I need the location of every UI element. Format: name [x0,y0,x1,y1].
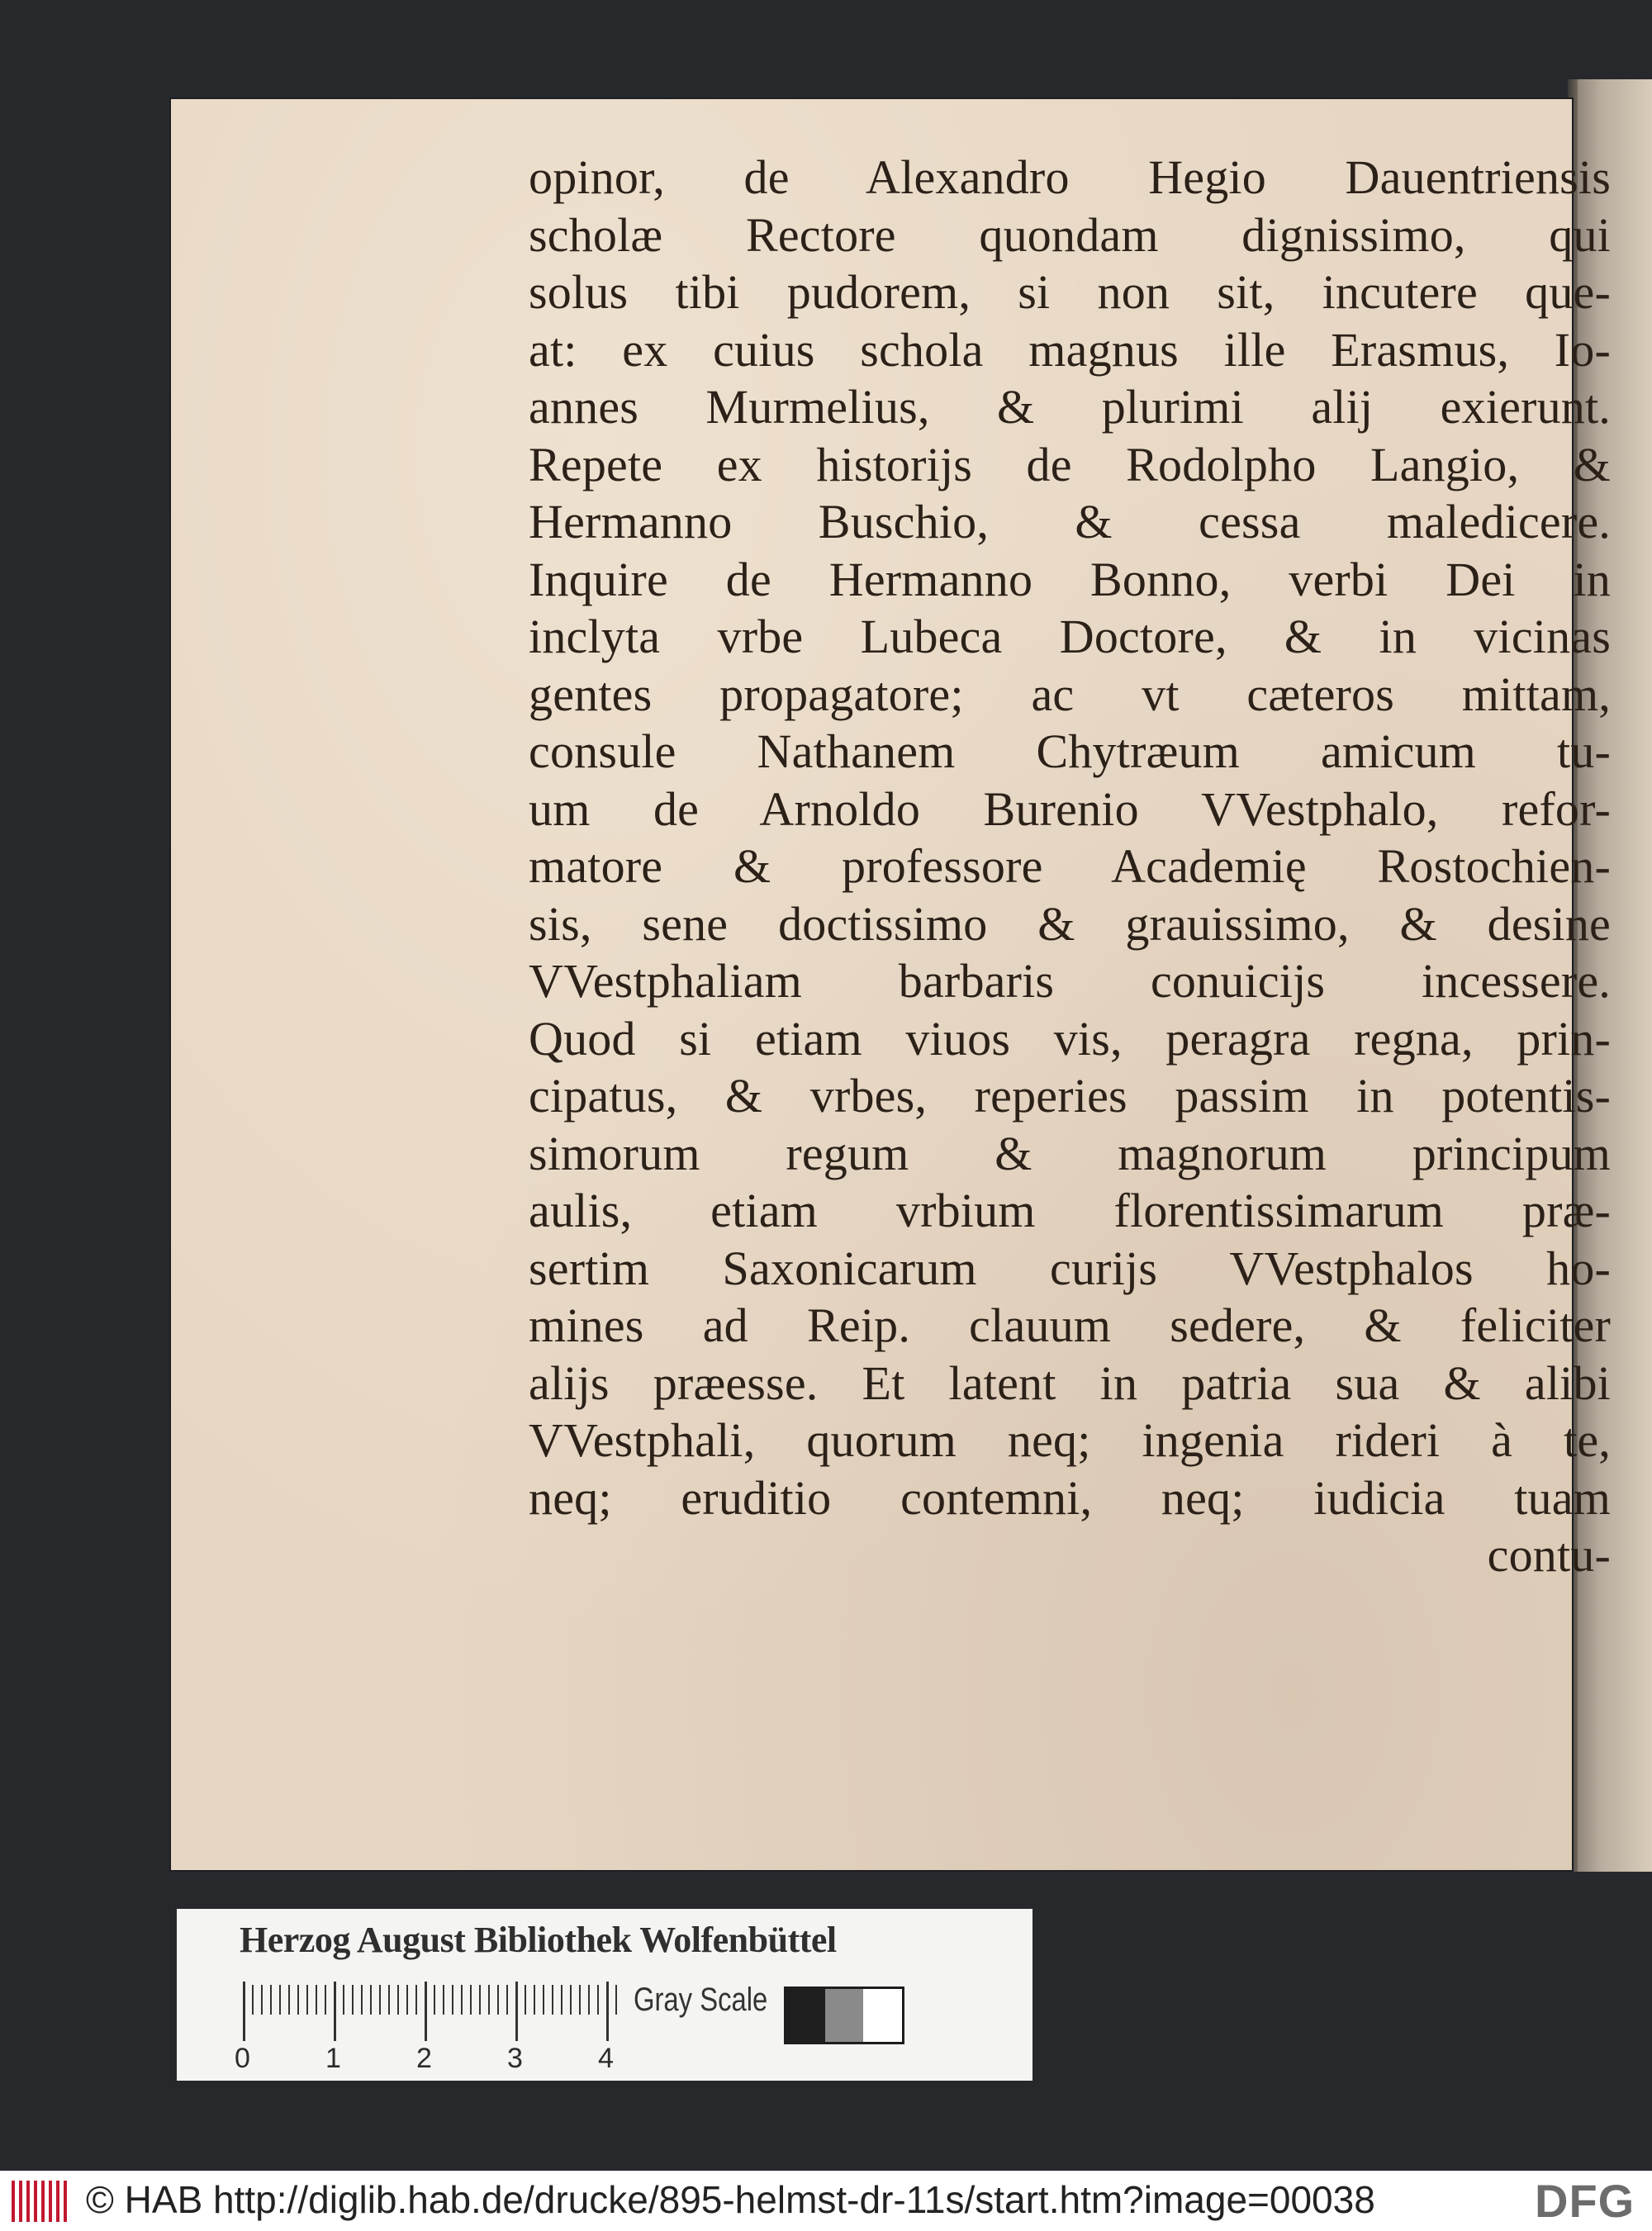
text-line: inclyta vrbe Lubeca Doctore, & in vicinas [529,610,1611,663]
text-line: cipatus, & vrbes, reperies passim in potentis- [529,1069,1611,1123]
gray-scale-label: Gray Scale [634,1982,768,2018]
text-line: opinor, de Alexandro Hegio Dauentriensis [529,150,1611,204]
text-line: um de Arnoldo Burenio VVestphalo, refor- [529,781,1611,836]
barcode-icon [12,2181,69,2222]
text-line: mines ad Reip. clauum sedere, & feliciter [529,1298,1611,1352]
color-scale-card [177,1909,1032,2081]
text-line: neq; eruditio contemni, neq; iudicia tuam [529,1470,1611,1525]
footer-bar [0,2171,1652,2231]
text-line: matore & professore Academię Rostochien- [529,839,1611,893]
ruler-major-tick [243,1982,245,2041]
ruler-major-ticks [243,1982,631,2041]
text-line: annes Murmelius, & plurimi alij exierunt. [529,380,1611,434]
text-line: VVestphali, quorum neq; ingenia rideri à te, [529,1413,1611,1467]
ruler-major-tick [425,1982,427,2041]
text-line: Repete ex historijs de Rodolpho Langio, & [529,437,1611,491]
gray-swatch [825,1989,864,2042]
ruler-number: 4 [598,2043,614,2074]
ruler-number: 1 [325,2043,341,2074]
text-line: Inquire de Hermanno Bonno, verbi Dei in [529,552,1611,606]
library-name: Herzog August Bibliothek Wolfenbüttel [240,1920,837,1960]
text-line: consule Nathanem Chytræum amicum tu- [529,724,1611,778]
text-line: at: ex cuius schola magnus ille Erasmus, Io- [529,322,1611,377]
text-line: aulis, etiam vrbium florentissimarum præ- [529,1184,1611,1237]
page-text-block [529,149,1611,1584]
text-line: sertim Saxonicarum curijs VVestphalos ho- [529,1241,1611,1295]
ruler-number: 3 [507,2043,523,2074]
catchword: contu- [1487,1528,1611,1582]
book-page [169,97,1611,1872]
ruler-major-tick [606,1982,609,2041]
ruler-number: 0 [235,2043,250,2074]
gray-swatch [786,1989,825,2042]
text-line: simorum regum & magnorum principum [529,1126,1611,1180]
text-line: Hermanno Buschio, & cessa maledicere. [529,495,1611,548]
text-line: alijs præesse. Et latent in patria sua & alibi [529,1355,1611,1410]
text-line: sis, sene doctissimo & grauissimo, & desine [529,896,1611,951]
dfg-logo: DFG [1535,2175,1635,2227]
text-line: solus tibi pudorem, si non sit, incutere que- [529,265,1611,319]
ruler-number: 2 [416,2043,432,2074]
ruler-major-tick [515,1982,518,2041]
text-line: VVestphaliam barbaris conuicijs incessere. [529,954,1611,1008]
text-line: gentes propagatore; ac vt cæteros mittam, [529,667,1611,721]
text-line: Quod si etiam viuos vis, peragra regna, prin- [529,1011,1611,1066]
gray-swatch [863,1989,902,2042]
gray-scale-swatches [784,1987,904,2044]
footer-copyright[interactable]: © HAB http://diglib.hab.de/drucke/895-helmst-dr-11s/start.htm?image=00038 [86,2178,1375,2221]
text-line: scholæ Rectore quondam dignissimo, qui [529,207,1611,262]
ruler-major-tick [334,1982,336,2041]
